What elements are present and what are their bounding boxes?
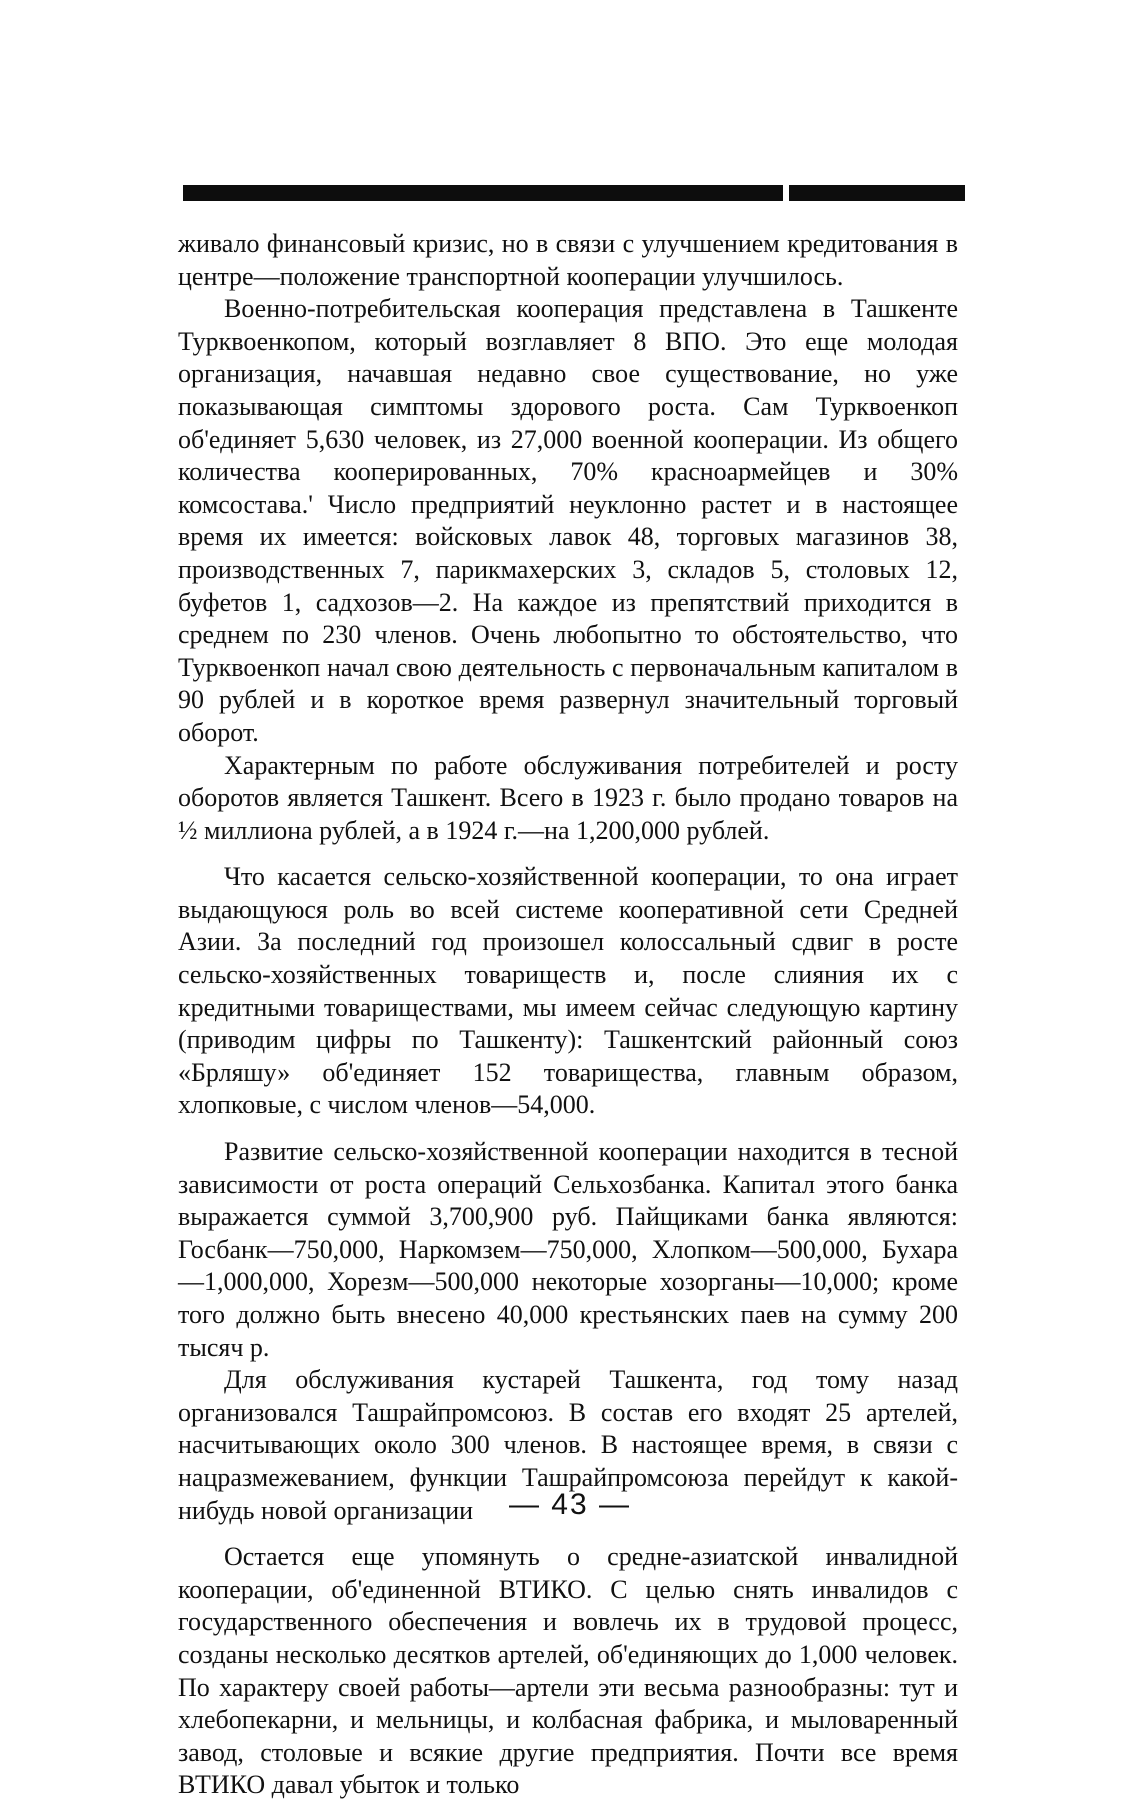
page-body	[178, 228, 958, 1802]
page-number: — 43 —	[508, 1488, 632, 1521]
paragraph-vtiko: Остается еще упомянуть о средне-азиатской инвалидной кооперации, об'единенной ВТИКО. С целью снять инвалидов с государственного обеспечения и вовлечь их в трудовой процесс, созданы несколько десятков артелей, об'единяющих до 1,000 человек. По характеру своей работы—артели эти весьма разнообразны: тут и хлебопекарни, и мельницы, и колбасная фабрика, и мыловаренный завод, столовые и всякие другие предприятия. Почти все время ВТИКО давал убыток и только	[178, 1542, 958, 1800]
header-rule	[183, 185, 965, 201]
paragraph-selkhozbank: Развитие сельско-хозяйственной кооперации находится в тесной зависимости от роста операций Сельхозбанка. Капитал этого банка выражается суммой 3,700,900 руб. Пайщиками банка являются: Госбанк—750,000, Наркомзем—750,000, Хлопком—500,000, Бухара—1,000,000, Хорезм—500,000 некоторые хозорганы—10,000; кроме того должно быть внесено 40,000 крестьянских паев на сумму 200 тысяч р.	[178, 1137, 958, 1362]
paragraph-agricultural-cooperation: Что касается сельско-хозяйственной кооперации, то она играет выдающуюся роль во всей системе кооперативной сети Средней Азии. За последний год произошел колоссальный сдвиг в росте сельско-хозяйственных товариществ и, после слияния их с кредитными товариществами, мы имеем сейчас следующую картину (приводим цифры по Ташкенту): Ташкентский районный союз «Брляшу» об'единяет 152 товарищества, главным образом, хлопковые, с числом членов—54,000.	[178, 862, 958, 1120]
paragraph-military-cooperation: Военно-потребительская кооперация представлена в Ташкенте Турквоенкопом, который возглавляет 8 ВПО. Это еще молодая организация, начавшая недавно свое существование, но уже показывающая симптомы здорового роста. Сам Турквоенкоп об'единяет 5,630 человек, из 27,000 военной кооперации. Из общего количества кооперированных, 70% красноармейцев и 30% комсостава.' Число предприятий неуклонно растет и в настоящее время их имеется: войсковых лавок 48, торговых магазинов 38, производственных 7, парикмахерских 3, складов 5, столовых 12, буфетов 1, садхозов—2. На каждое из препятствий приходится в среднем по 230 членов. Очень любопытно то обстоятельство, что Турквоенкоп начал свою деятельность с первоначальным капиталом в 90 рублей и в короткое время развернул значительный торговый оборот.	[178, 294, 958, 747]
paragraph-continuation: живало финансовый кризис, но в связи с улучшением кредитования в центре—положение транспортной кооперации улучшилось.	[178, 229, 958, 291]
paragraph-tashraipromsoyuz: Для обслуживания кустарей Ташкента, год тому назад организовался Ташрайпромсоюз. В состав его входят 25 артелей, насчитывающих около 300 членов. В настоящее время, в связи с нацразмежеванием, функции Ташрайпромсоюза перейдут к какой-нибудь новой организации	[178, 1365, 958, 1525]
header-rule-gap	[783, 185, 789, 201]
paragraph-tashkent-turnover: Характерным по работе обслуживания потребителей и росту оборотов является Ташкент. Всего в 1923 г. было продано товаров на ½ миллиона рублей, а в 1924 г.—на 1,200,000 рублей.	[178, 750, 958, 845]
